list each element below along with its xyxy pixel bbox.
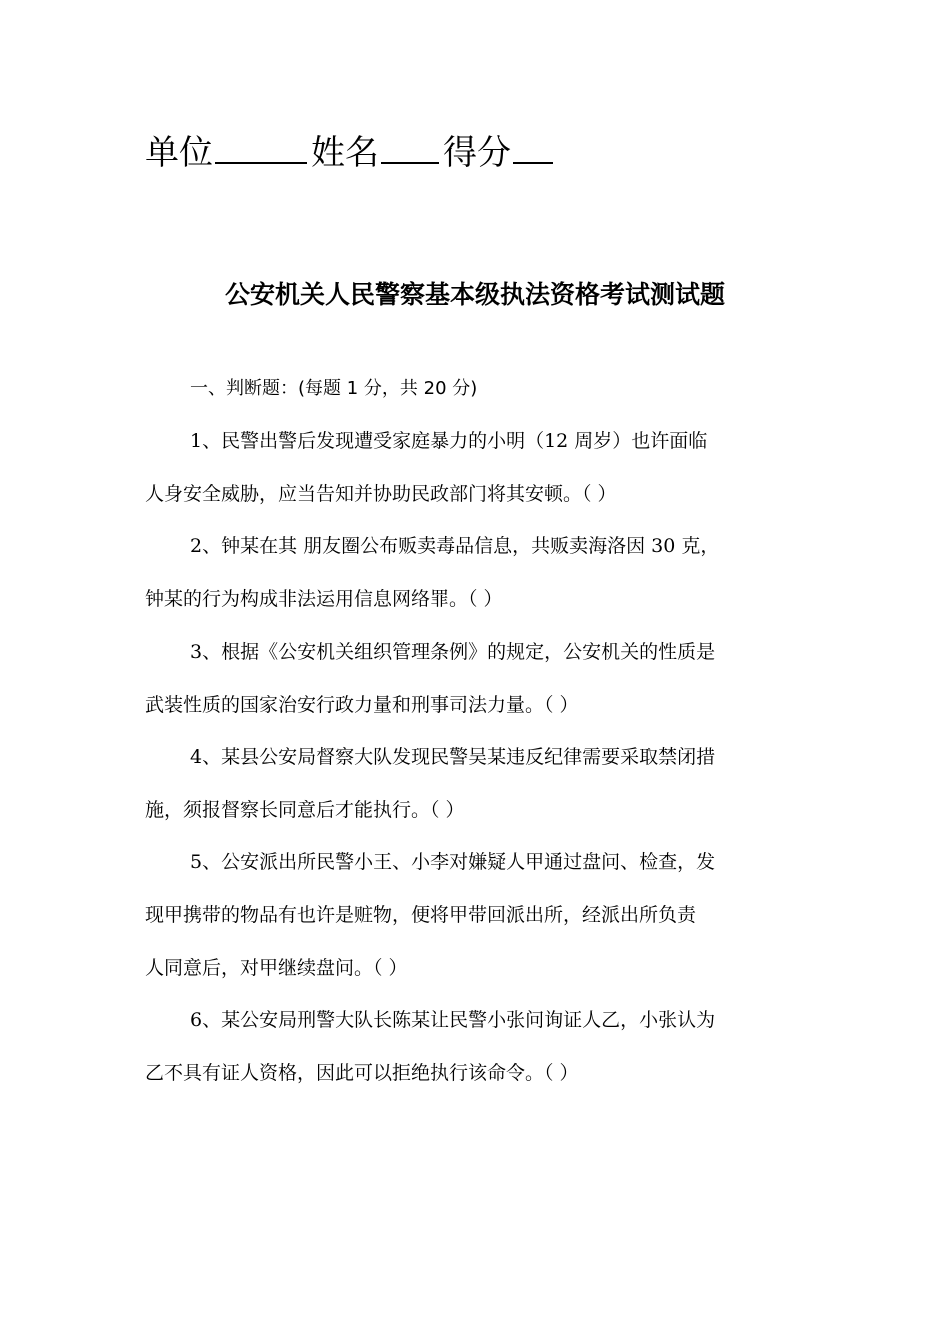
name-label: 姓名 xyxy=(311,133,379,173)
question-4-line-1: 4、某县公安局督察大队发现民警吴某违反纪律需要采取禁闭措 xyxy=(190,746,716,768)
question-5-line-3: 人同意后，对甲继续盘问。（ ） xyxy=(145,957,408,979)
question-6-line-1: 6、某公安局刑警大队长陈某让民警小张问询证人乙，小张认为 xyxy=(190,1009,716,1031)
unit-blank xyxy=(215,126,307,164)
question-1-line-1: 1、民警出警后发现遭受家庭暴力的小明（12 周岁）也许面临 xyxy=(190,430,708,452)
name-blank xyxy=(381,126,439,164)
question-5-line-2: 现甲携带的物品有也许是赃物，便将甲带回派出所，经派出所负责 xyxy=(145,904,697,926)
unit-label: 单位 xyxy=(145,133,213,173)
score-label: 得分 xyxy=(443,133,511,173)
exam-header xyxy=(145,126,557,174)
question-6-line-2: 乙不具有证人资格，因此可以拒绝执行该命令。（ ） xyxy=(145,1062,579,1084)
question-2-line-1: 2、钟某在其 朋友圈公布贩卖毒品信息，共贩卖海洛因 30 克， xyxy=(190,535,720,557)
question-5-line-1: 5、公安派出所民警小王、小李对嫌疑人甲通过盘问、检查，发 xyxy=(190,851,716,873)
question-1-line-2: 人身安全威胁，应当告知并协助民政部门将其安顿。（ ） xyxy=(145,483,617,505)
exam-title: 公安机关人民警察基本级执法资格考试测试题 xyxy=(224,280,725,309)
section-heading: 一、判断题：(每题 1 分，共 20 分) xyxy=(190,378,478,399)
question-2-line-2: 钟某的行为构成非法运用信息网络罪。（ ） xyxy=(145,588,503,610)
question-3-line-1: 3、根据《公安机关组织管理条例》的规定，公安机关的性质是 xyxy=(190,641,716,663)
question-3-line-2: 武装性质的国家治安行政力量和刑事司法力量。（ ） xyxy=(145,694,579,716)
question-4-line-2: 施，须报督察长同意后才能执行。（ ） xyxy=(145,799,465,821)
score-blank xyxy=(513,126,553,164)
